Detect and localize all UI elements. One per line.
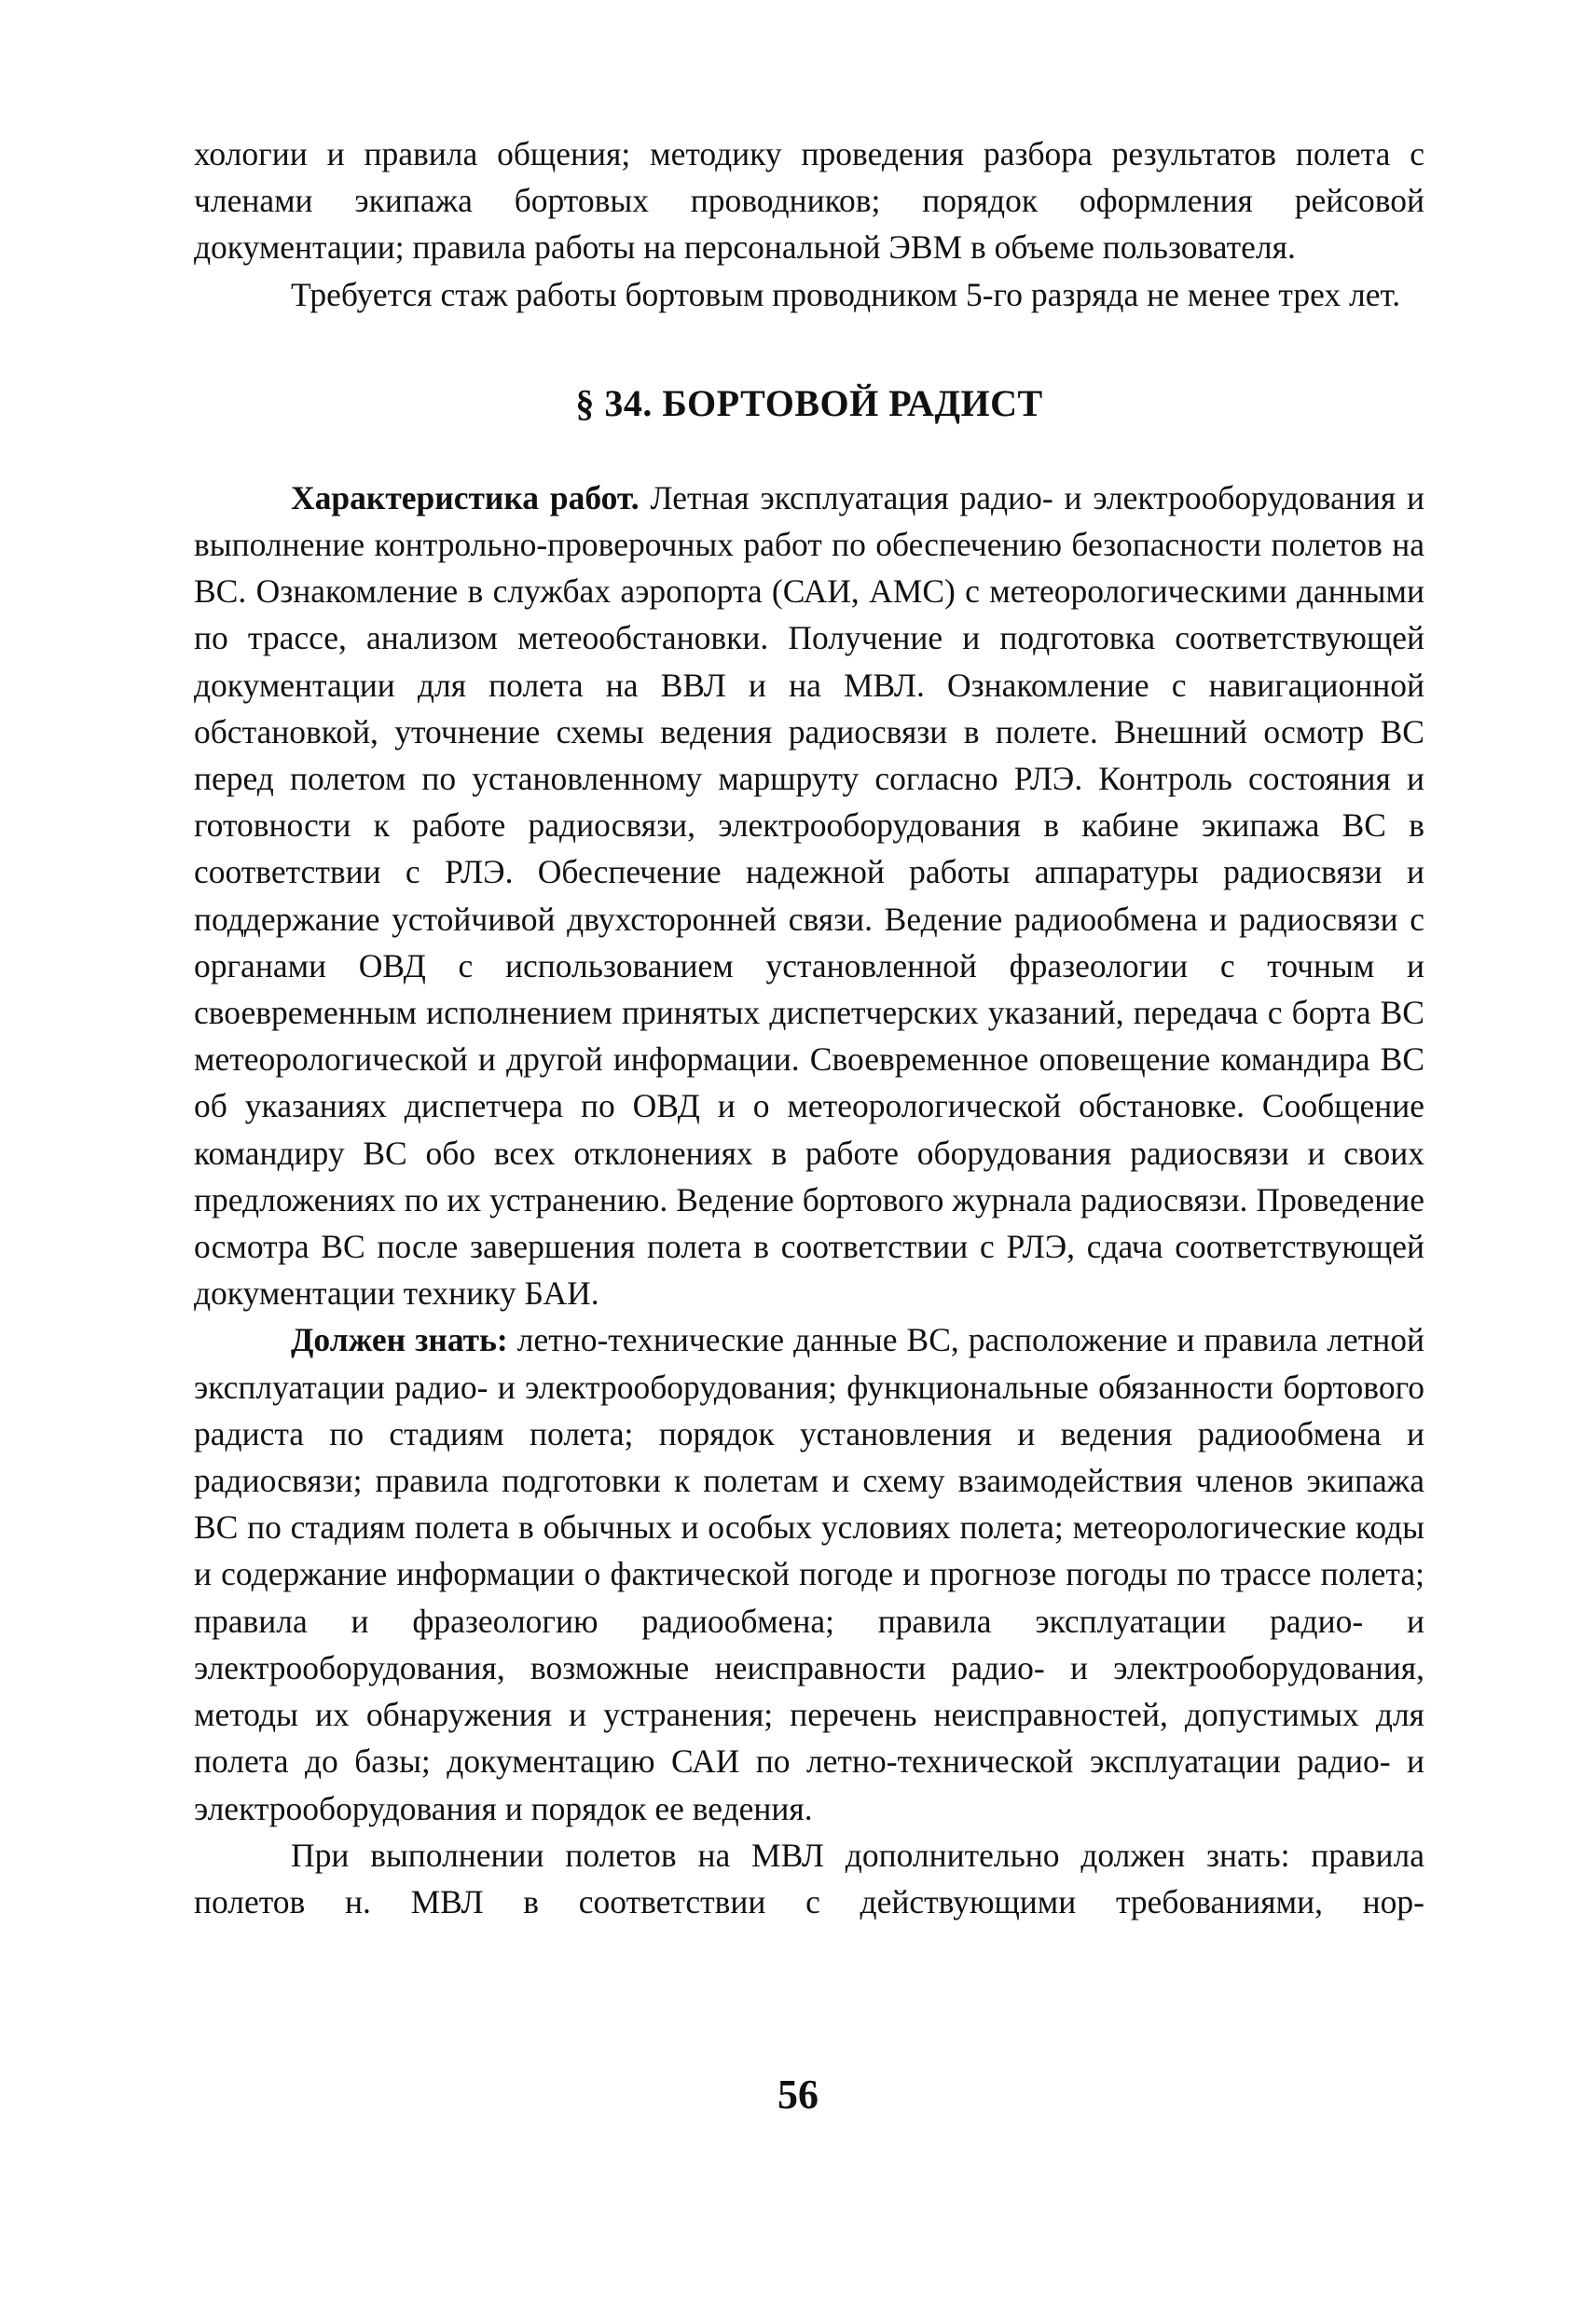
must-know-lead: Должен знать:: [291, 1321, 508, 1359]
must-know-text: летно-технические данные ВС, расположение и правила летной эксплуатации радио- и электрооборудования; функциональные обязанности бортового радиста по стадиям полета; порядок установления и ведения радиообмена и радиосвязи; правила подготовки к полетам и схему взаимодействия членов экипажа ВС по стадиям полета в обычных и особых условиях полета; метеорологические коды и содержание информации о фактической погоде и прогнозе погоды по трассе полета; правила и фразеологию радиообмена; правила эксплуатации радио- и электрооборудования, возможные неисправности радио- и электрооборудования, методы их обнаружения и устранения; перечень неисправностей, допустимых для полета до базы; документацию САИ по летно-технической эксплуатации радио- и электрооборудования и порядок ее ведения.: [194, 1321, 1424, 1827]
must-know-paragraph: [194, 1316, 1424, 1831]
continuation-paragraph: хологии и правила общения; методику проведения разбора результатов полета с членами экипажа бортовых проводников; порядок оформления рейсовой документации; правила работы на персональной ЭВМ в объеме пользователя.: [194, 135, 1424, 267]
work-characteristics-paragraph: [194, 475, 1424, 1317]
work-characteristics-text: Летная эксплуатация радио- и электрооборудования и выполнение контрольно-проверочных работ по обеспечению безопасности полетов на ВС. Ознакомление в службах аэропорта (САИ, АМС) с метеорологическими данными по трассе, анализом метеообстановки. Получение и подготовка соответствующей документации для полета на ВВЛ и на МВЛ. Ознакомление с навигационной обстановкой, уточнение схемы ведения радиосвязи в полете. Внешний осмотр ВС перед полетом по установленному маршруту согласно РЛЭ. Контроль состояния и готовности к работе радиосвязи, электрооборудования в кабине экипажа ВС в соответствии с РЛЭ. Обеспечение надежной работы аппаратуры радиосвязи и поддержание устойчивой двухсторонней связи. Ведение радиообмена и радиосвязи с органами ОВД с использованием установленной фразеологии с точным и своевременным исполнением принятых диспетчерских указаний, передача с борта ВС метеорологической и другой информации. Своевременное оповещение командира ВС об указаниях диспетчера по ОВД и о метеорологической обстановке. Сообщение командиру ВС обо всех отклонениях в работе оборудования радиосвязи и своих предложениях по их устранению. Ведение бортового журнала радиосвязи. Проведение осмотра ВС после завершения полета в соответствии с РЛЭ, сдача соответствующей документации технику БАИ.: [194, 478, 1425, 1313]
section-heading: § 34. БОРТОВОЙ РАДИСТ: [575, 381, 1043, 424]
mvl-addition-paragraph: При выполнении полетов на МВЛ дополнительно должен знать: правила полетов н. МВЛ в соответствии с действующими требованиями, нор-: [194, 1836, 1424, 1921]
work-characteristics-lead: Характеристика работ.: [291, 478, 640, 516]
document-page: [194, 131, 1424, 1925]
page-number: 56: [777, 2072, 819, 2117]
experience-requirement-paragraph: Требуется стаж работы бортовым проводником 5-го разряда не менее трех лет.: [291, 275, 1401, 313]
